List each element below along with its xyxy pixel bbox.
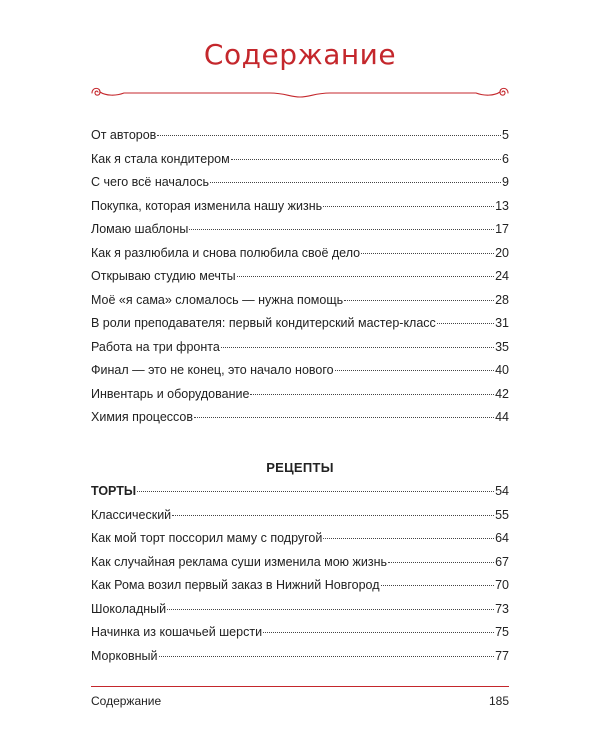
toc-entry[interactable]: [91, 531, 509, 555]
toc-entry[interactable]: [91, 269, 509, 293]
toc-entry-title: Как я разлюбила и снова полюбила своё дело: [91, 245, 361, 260]
toc-entry-page: 35: [495, 339, 509, 354]
recipes-section-heading: РЕЦЕПТЫ: [266, 460, 334, 475]
toc-entry-title: Как мой торт поссорил маму с подругой: [91, 531, 323, 545]
toc-entry-page: 67: [495, 554, 509, 569]
toc-entry-page: 5: [502, 128, 509, 142]
footer-divider: [91, 686, 509, 687]
dot-leader: [189, 229, 494, 230]
toc-entry[interactable]: [91, 128, 509, 152]
dot-leader: [221, 347, 494, 348]
dot-leader: [263, 632, 494, 633]
toc-entry-title: Финал — это не конец, это начало нового: [91, 363, 334, 377]
toc-entry-page: 24: [495, 269, 509, 283]
toc-entry-page: 40: [495, 363, 509, 377]
footer-section-label: Содержание: [91, 694, 162, 708]
toc-entry-title: Морковный: [91, 648, 158, 663]
toc-entry-title: С чего всё началось: [91, 175, 210, 189]
toc-entry[interactable]: [91, 316, 509, 340]
toc-entry-title: Начинка из кошачьей шерсти: [91, 625, 263, 639]
toc-entry-title: Ломаю шаблоны: [91, 222, 189, 236]
dot-leader: [167, 609, 494, 610]
page-title: Содержание: [203, 38, 397, 71]
toc-entry[interactable]: [91, 410, 509, 434]
dot-leader: [210, 182, 501, 183]
dot-leader: [159, 656, 495, 657]
toc-entry-page: 64: [495, 531, 509, 545]
toc-entry[interactable]: [91, 649, 509, 673]
toc-entry-page: 73: [495, 601, 509, 616]
toc-entry-page: 17: [495, 222, 509, 236]
toc-entry[interactable]: [91, 387, 509, 411]
toc-entry-page: 9: [502, 175, 509, 189]
toc-entry[interactable]: [91, 625, 509, 649]
dot-leader: [137, 491, 494, 492]
toc-entry-title: ТОРТЫ: [91, 484, 137, 498]
dot-leader: [323, 206, 494, 207]
toc-entry-title: От авторов: [91, 128, 157, 142]
toc-entry-page: 75: [495, 625, 509, 639]
toc-entry-title: Моё «я сама» сломалось — нужна помощь: [91, 292, 344, 307]
toc-entry-title: Шоколадный: [91, 601, 167, 616]
scroll-ornament-divider: [90, 82, 510, 102]
toc-entry-title: Открываю студию мечты: [91, 269, 236, 283]
dot-leader: [231, 159, 501, 160]
toc-entry[interactable]: [91, 363, 509, 387]
dot-leader: [323, 538, 494, 539]
toc-entry-page: 6: [502, 151, 509, 166]
dot-leader: [335, 370, 494, 371]
toc-entry-category[interactable]: [91, 484, 509, 508]
toc-entry-title: Как Рома возил первый заказ в Нижний Новгород: [91, 578, 380, 592]
dot-leader: [250, 394, 494, 395]
toc-entry-page: 55: [495, 507, 509, 522]
toc-entry[interactable]: [91, 152, 509, 176]
toc-entry[interactable]: [91, 246, 509, 270]
toc-entry[interactable]: [91, 175, 509, 199]
toc-entry-title: Классический: [91, 507, 172, 522]
toc-entry[interactable]: [91, 293, 509, 317]
recipes-table-of-contents: [91, 484, 509, 672]
toc-entry-title: Работа на три фронта: [91, 339, 220, 354]
toc-entry-title: В роли преподавателя: первый кондитерский мастер-класс: [91, 316, 436, 330]
toc-entry-page: 44: [495, 410, 509, 424]
dot-leader: [237, 276, 495, 277]
toc-entry-title: Химия процессов: [91, 410, 194, 424]
toc-entry-page: 31: [495, 316, 509, 330]
toc-entry-title: Покупка, которая изменила нашу жизнь: [91, 198, 323, 213]
dot-leader: [157, 135, 501, 136]
dot-leader: [437, 323, 494, 324]
toc-entry-title: Как случайная реклама суши изменила мою жизнь: [91, 554, 388, 569]
toc-entry-title: Инвентарь и оборудование: [91, 386, 250, 401]
toc-entry[interactable]: [91, 340, 509, 364]
toc-entry[interactable]: [91, 199, 509, 223]
toc-entry-page: 28: [495, 292, 509, 307]
toc-entry[interactable]: [91, 508, 509, 532]
dot-leader: [381, 585, 495, 586]
footer-page-number: 185: [488, 694, 509, 708]
dot-leader: [361, 253, 494, 254]
toc-entry[interactable]: [91, 555, 509, 579]
toc-entry-page: 54: [495, 484, 509, 498]
toc-entry[interactable]: [91, 602, 509, 626]
dot-leader: [344, 300, 494, 301]
toc-entry[interactable]: [91, 578, 509, 602]
toc-entry-page: 20: [495, 245, 509, 260]
toc-entry-page: 13: [495, 198, 509, 213]
toc-entry-page: 70: [495, 578, 509, 592]
dot-leader: [172, 515, 494, 516]
toc-entry-page: 77: [495, 648, 509, 663]
dot-leader: [194, 417, 494, 418]
toc-entry[interactable]: [91, 222, 509, 246]
toc-entry-page: 42: [495, 386, 509, 401]
table-of-contents: [91, 128, 509, 434]
toc-entry-title: Как я стала кондитером: [91, 151, 230, 166]
dot-leader: [388, 562, 494, 563]
